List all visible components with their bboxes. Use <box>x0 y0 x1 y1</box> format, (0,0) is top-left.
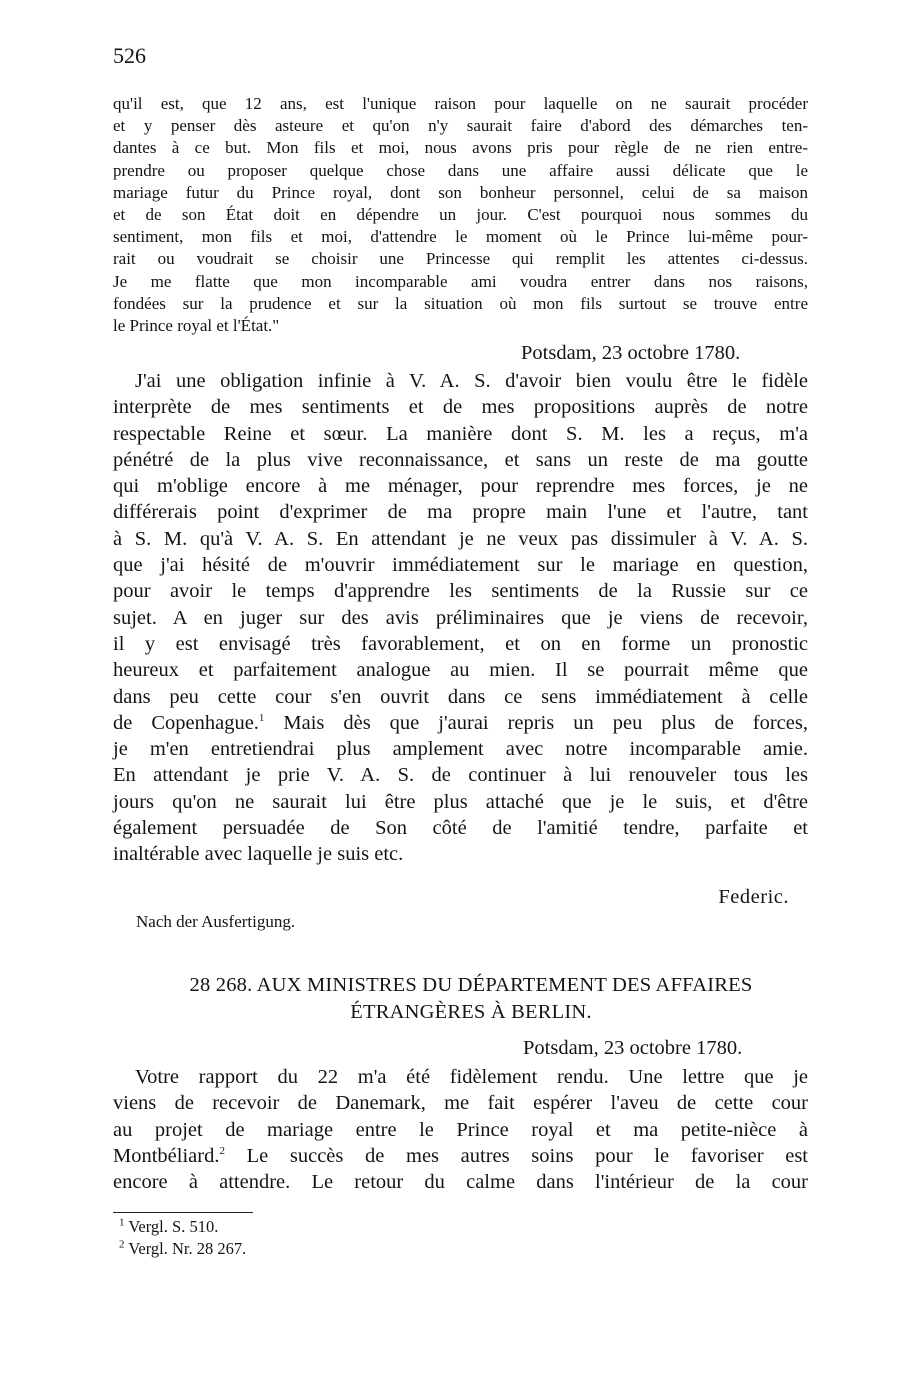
text-line: viens de recevoir de Danemark, me fait espérer l'aveu de cette cour <box>113 1092 808 1115</box>
text-line: pénétré de la plus vive reconnaissance, et sans un reste de ma goutte <box>113 448 808 471</box>
text-line: fondées sur la prudence et sur la situation où mon fils surtout se trouve entre <box>113 293 808 313</box>
text-line: que j'ai hésité de m'ouvrir immédiatement sur le mariage en question, <box>113 554 808 577</box>
text-line: sentiment, mon fils et moi, d'attendre le moment où le Prince lui-même pour- <box>113 227 808 247</box>
text-line: En attendant je prie V. A. S. de continuer à lui renouveler tous les <box>113 764 808 787</box>
text-line <box>113 1143 808 1169</box>
text-line: également persuadée de Son côté de l'amitié tendre, parfaite et <box>113 817 808 840</box>
text-line: jours qu'on ne saurait lui être plus attaché que je le suis, et d'être <box>113 790 808 813</box>
section-body <box>113 1064 808 1195</box>
heading-line: ÉTRANGÈRES À BERLIN. <box>350 1001 592 1023</box>
footnote <box>119 1216 246 1238</box>
text-line: inaltérable avec laquelle je suis etc. <box>113 843 404 866</box>
text-fragment: de Copenhague. <box>113 711 259 734</box>
text-line <box>113 710 808 736</box>
text-line: J'ai une obligation infinie à V. A. S. d'avoir bien voulu être le fidèle <box>135 370 808 392</box>
text-line: Votre rapport du 22 m'a été fidèlement rendu. Une lettre que je <box>135 1066 808 1088</box>
signature: Federic. <box>718 886 789 908</box>
page-number: 526 <box>113 43 146 68</box>
text-line: heureux et parfaitement analogue au mien. Il se pourrait même que <box>113 659 808 682</box>
document-heading <box>113 972 829 1026</box>
reply-dateline: Potsdam, 23 octobre 1780. <box>521 342 741 364</box>
footnote-mark: 2 <box>219 1145 225 1158</box>
text-line: il y est envisagé très favorablement, et on en forme un pronostic <box>113 632 808 655</box>
heading-line: 28 268. AUX MINISTRES DU DÉPARTEMENT DES AFFAIRES <box>189 974 753 996</box>
text-line: qu'il est, que 12 ans, est l'unique raison pour laquelle on ne saurait procéder <box>113 94 808 113</box>
footnote-number: 1 <box>119 1216 125 1229</box>
text-line: et de son État doit en dépendre un jour. C'est pourquoi nous sommes du <box>113 205 808 225</box>
letter-continuation <box>113 93 808 337</box>
text-line: mariage futur du Prince royal, dont son bonheur personnel, celui de sa maison <box>113 182 808 202</box>
text-line: à S. M. qu'à V. A. S. En attendant je ne veux pas dissimuler à V. A. S. <box>113 527 808 550</box>
text-line: pour avoir le temps d'apprendre les sentiments de la Russie sur ce <box>113 580 808 603</box>
text-fragment: Mais dès que j'aurai repris un peu plus de forces, <box>264 711 808 734</box>
footnote-number: 2 <box>119 1238 125 1251</box>
footnote-text: Vergl. Nr. 28 267. <box>124 1239 247 1258</box>
section-dateline: Potsdam, 23 octobre 1780. <box>523 1037 743 1059</box>
footnote-separator <box>113 1212 253 1213</box>
footnote-text: Vergl. S. 510. <box>124 1217 219 1236</box>
text-line: au projet de mariage entre le Prince royal et ma petite-nièce à <box>113 1118 808 1141</box>
text-line: je m'en entretiendrai plus amplement avec notre incomparable amie. <box>113 738 808 761</box>
text-line: Je me flatte que mon incomparable ami voudra entrer dans nos raisons, <box>113 271 808 291</box>
reply-letter-body <box>113 368 808 868</box>
footnote-mark: 1 <box>258 712 265 725</box>
text-line: sujet. A en juger sur des avis préliminaires que je viens de recevoir, <box>113 606 808 629</box>
text-line: qui m'oblige encore à me ménager, pour reprendre mes forces, je ne <box>113 475 808 498</box>
text-line: respectable Reine et sœur. La manière dont S. M. les a reçus, m'a <box>113 422 808 445</box>
text-line: prendre ou proposer quelque chose dans une affaire aussi délicate que le <box>113 160 808 180</box>
footnote <box>119 1238 246 1260</box>
text-line: rait ou voudrait se choisir une Princesse qui remplit les attentes ci-dessus. <box>113 249 808 269</box>
text-line: dans peu cette cour s'en ouvrit dans ce sens immédiatement à celle <box>113 685 808 708</box>
text-line: encore à attendre. Le retour du calme dans l'intérieur de la cour <box>113 1171 808 1194</box>
text-line: et y penser dès asteure et qu'on n'y saurait faire d'abord des démarches ten- <box>113 116 808 136</box>
footnotes <box>119 1216 246 1260</box>
text-line: le Prince royal et l'État." <box>113 316 280 336</box>
source-note: Nach der Ausfertigung. <box>136 912 296 931</box>
text-line: dantes à ce but. Mon fils et moi, nous avons pris pour règle de ne rien entre- <box>113 138 808 158</box>
text-line: différerais point d'exprimer de ma propre main l'une et l'autre, tant <box>113 501 808 524</box>
text-fragment: Le succès de mes autres soins pour le favoriser est <box>224 1144 808 1167</box>
text-line: interprète de mes sentiments et de mes propositions auprès de notre <box>113 396 808 419</box>
text-fragment: Montbéliard. <box>113 1144 220 1167</box>
